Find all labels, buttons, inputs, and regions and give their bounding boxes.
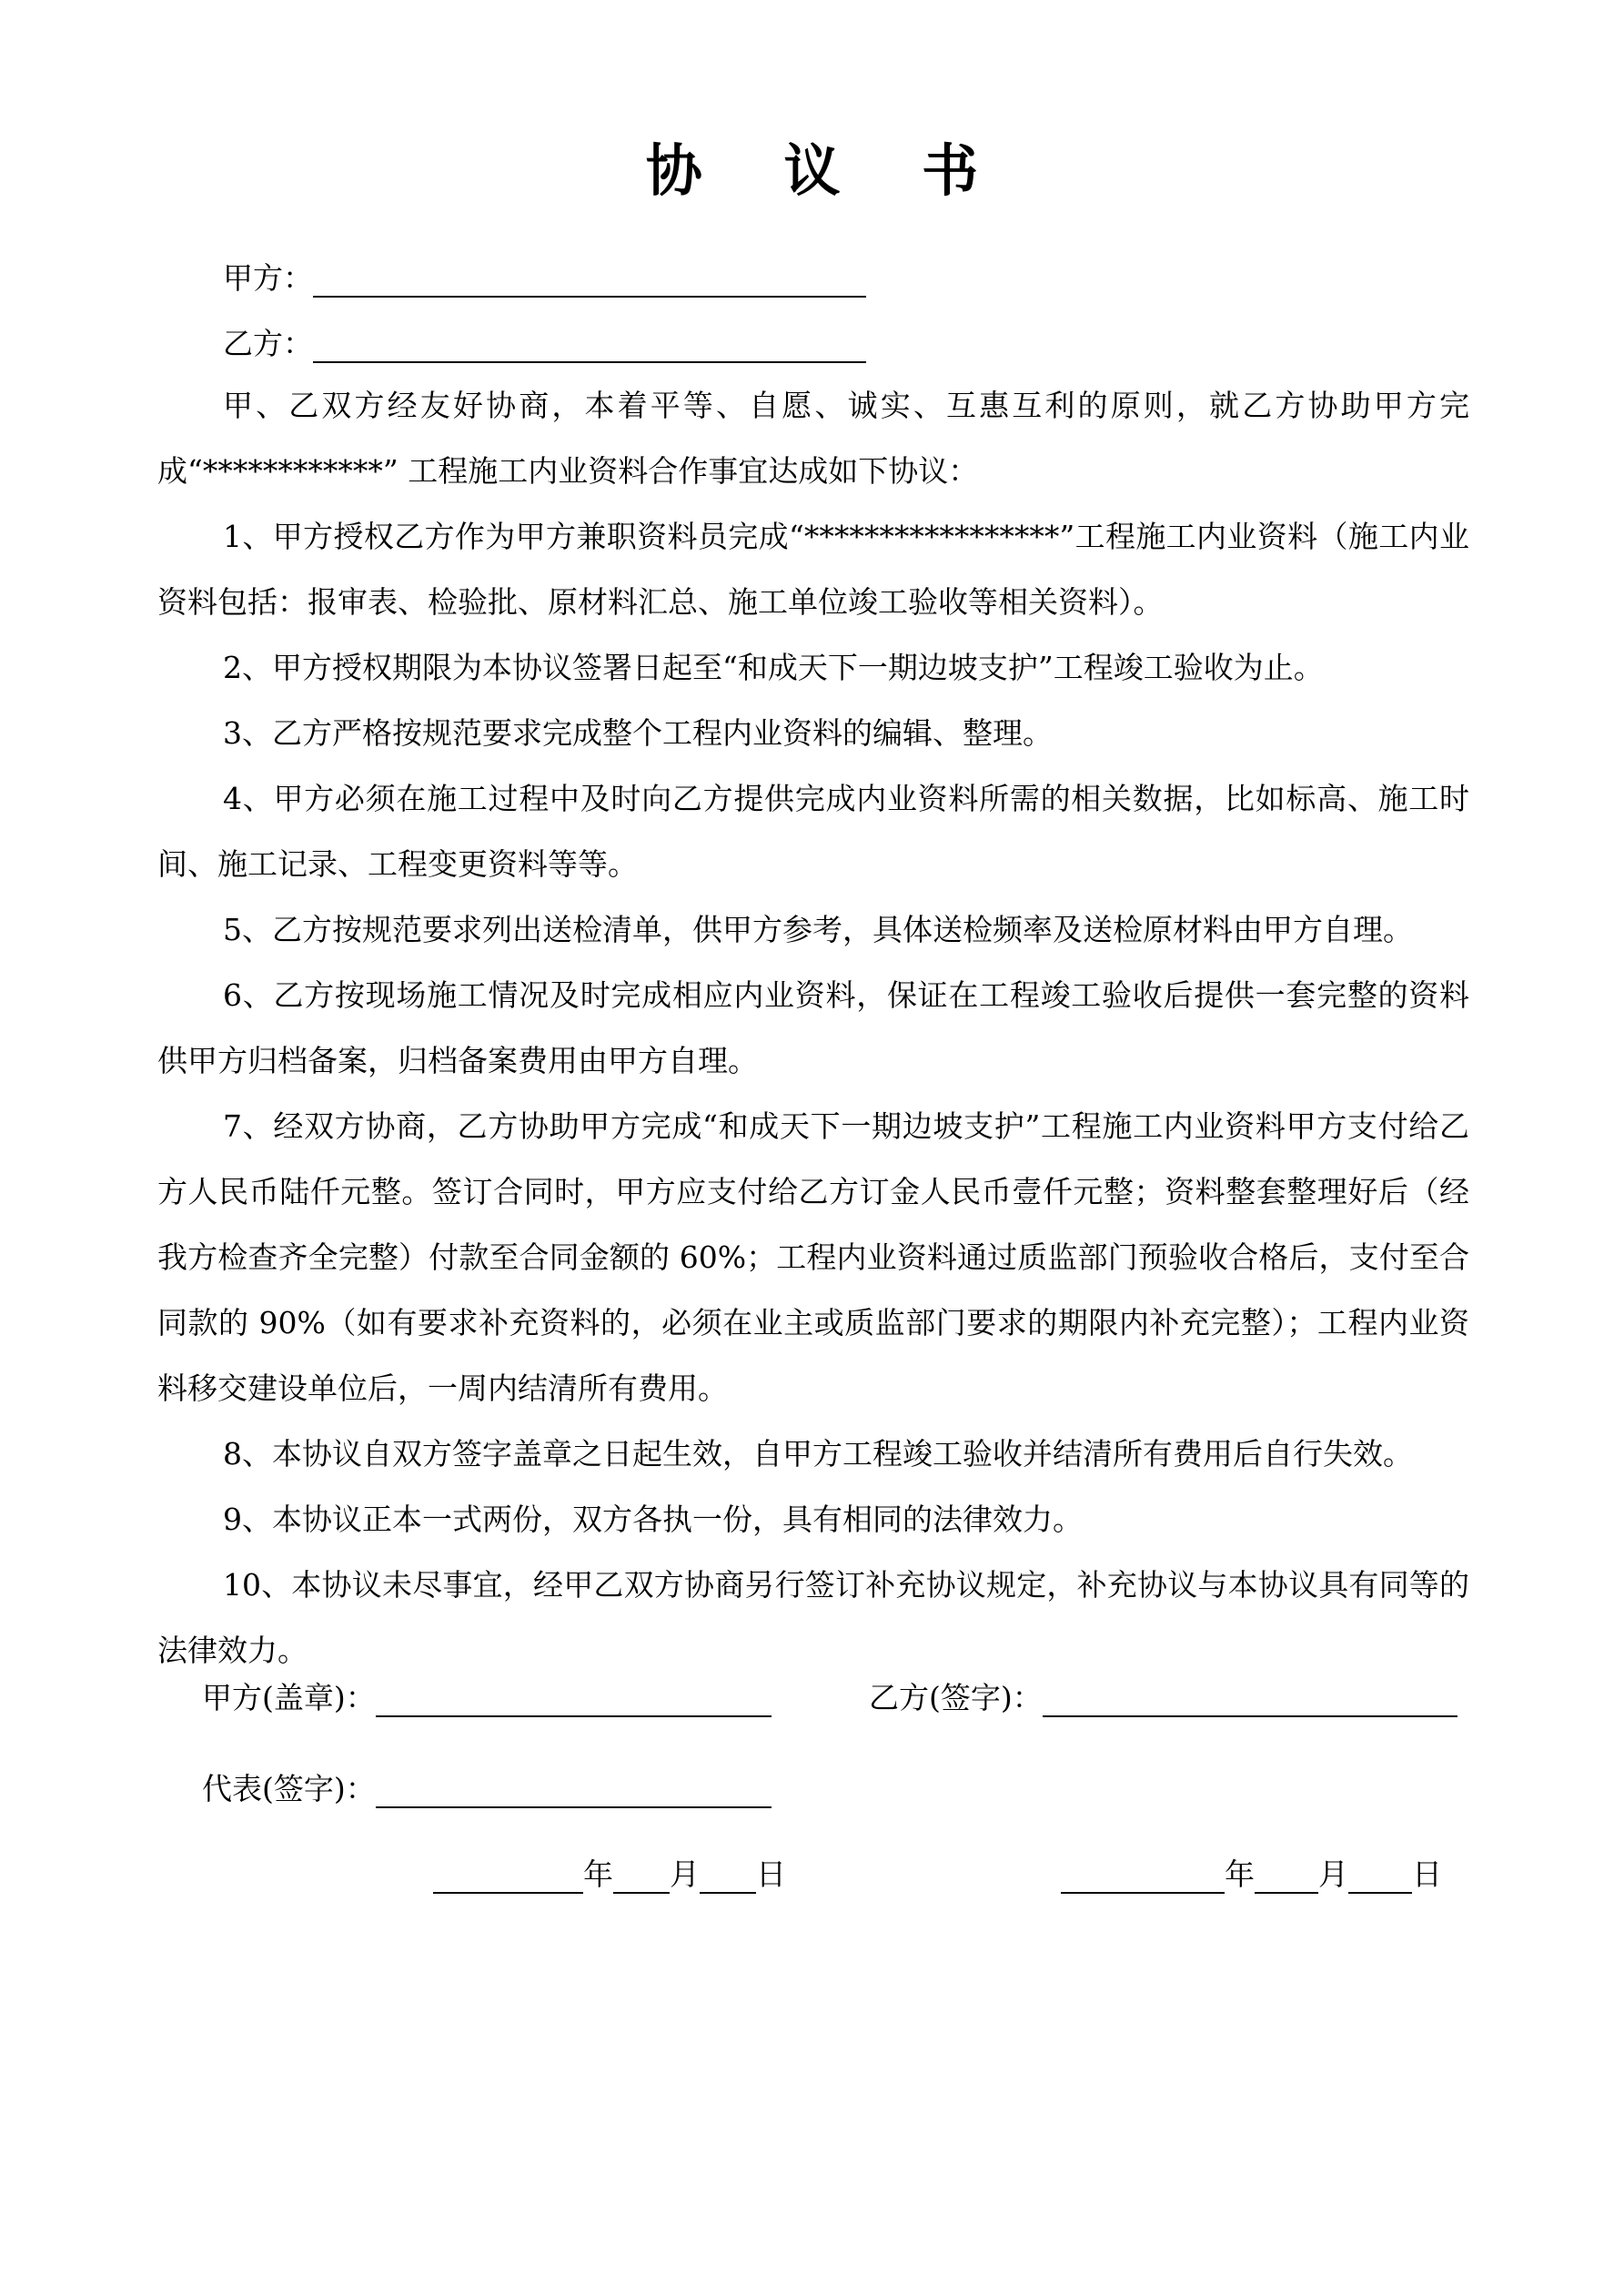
clause-6: 6、乙方按现场施工情况及时完成相应内业资料，保证在工程竣工验收后提供一套完整的资料供甲方归档备案，归档备案费用由甲方自理。 — [157, 977, 1469, 1078]
agreement-body — [157, 373, 1469, 1684]
party-b-sign-blank[interactable] — [1043, 1686, 1458, 1717]
party-a-seal-blank[interactable] — [376, 1686, 772, 1717]
clause-2: 2、甲方授权期限为本协议签署日起至“和成天下一期边坡支护”工程竣工验收为止。 — [223, 650, 1324, 685]
clause-3: 3、乙方严格按规范要求完成整个工程内业资料的编辑、整理。 — [223, 715, 1053, 751]
clause-4: 4、甲方必须在施工过程中及时向乙方提供完成内业资料所需的相关数据，比如标高、施工时间、施工记录、工程变更资料等等。 — [157, 781, 1469, 882]
party-b-sign-line — [869, 1674, 1458, 1717]
clause-9: 9、本协议正本一式两份，双方各执一份，具有相同的法律效力。 — [223, 1502, 1083, 1537]
party-a-year-blank[interactable] — [433, 1863, 583, 1894]
party-a-date — [433, 1851, 786, 1894]
day-label: 日 — [1412, 1856, 1442, 1892]
party-a-blank[interactable] — [313, 267, 866, 298]
party-a-day-blank[interactable] — [700, 1863, 756, 1894]
day-label: 日 — [756, 1856, 786, 1892]
party-b-line — [223, 320, 866, 363]
clause-1: 1、甲方授权乙方作为甲方兼职资料员完成“*****************”工程施工内业资料（施工内业资料包括：报审表、检验批、原材料汇总、施工单位竣工验收等相关资料）。 — [157, 519, 1469, 620]
clause-5: 5、乙方按规范要求列出送检清单，供甲方参考，具体送检频率及送检原材料由甲方自理。 — [223, 912, 1413, 947]
party-b-day-blank[interactable] — [1348, 1863, 1412, 1894]
document-title: 协 议 书 — [645, 137, 1010, 204]
representative-sign-label: 代表(签字)： — [202, 1771, 376, 1806]
party-b-sign-label: 乙方(签字)： — [869, 1680, 1043, 1715]
year-label: 年 — [1225, 1856, 1255, 1892]
party-b-month-blank[interactable] — [1255, 1863, 1318, 1894]
party-b-date — [1061, 1851, 1442, 1894]
party-b-year-blank[interactable] — [1061, 1863, 1225, 1894]
clause-7: 7、经双方协商，乙方协助甲方完成“和成天下一期边坡支护”工程施工内业资料甲方支付给乙方人民币陆仟元整。签订合同时，甲方应支付给乙方订金人民币壹仟元整；资料整套整理好后（经我方检查齐全完整）付款至合同金额的 60%；工程内业资料通过质监部门预验收合格后，支付至合同款的 90%（如有要求补充资料的，必须在业主或质监部门要求的期限内补充完整）；工程内业资料移交建设单位后，一周内结清所有费用。 — [157, 1108, 1469, 1406]
clause-10: 10、本协议未尽事宜，经甲乙双方协商另行签订补充协议规定，补充协议与本协议具有同等的法律效力。 — [157, 1567, 1469, 1668]
clause-8: 8、本协议自双方签字盖章之日起生效，自甲方工程竣工验收并结清所有费用后自行失效。 — [223, 1436, 1413, 1472]
intro-paragraph: 甲、乙双方经友好协商，本着平等、自愿、诚实、互惠互利的原则，就乙方协助甲方完成“************” 工程施工内业资料合作事宜达成如下协议： — [157, 388, 1469, 489]
party-a-month-blank[interactable] — [613, 1863, 670, 1894]
month-label: 月 — [1318, 1856, 1348, 1892]
representative-sign-blank[interactable] — [376, 1777, 772, 1808]
party-a-seal-line — [202, 1674, 772, 1717]
party-a-label: 甲方： — [223, 260, 313, 296]
party-a-line — [223, 255, 866, 298]
year-label: 年 — [583, 1856, 613, 1892]
party-a-seal-label: 甲方(盖章)： — [202, 1680, 376, 1715]
party-b-blank[interactable] — [313, 332, 866, 363]
month-label: 月 — [670, 1856, 700, 1892]
representative-sign-line — [202, 1765, 772, 1808]
party-b-label: 乙方： — [223, 326, 313, 361]
